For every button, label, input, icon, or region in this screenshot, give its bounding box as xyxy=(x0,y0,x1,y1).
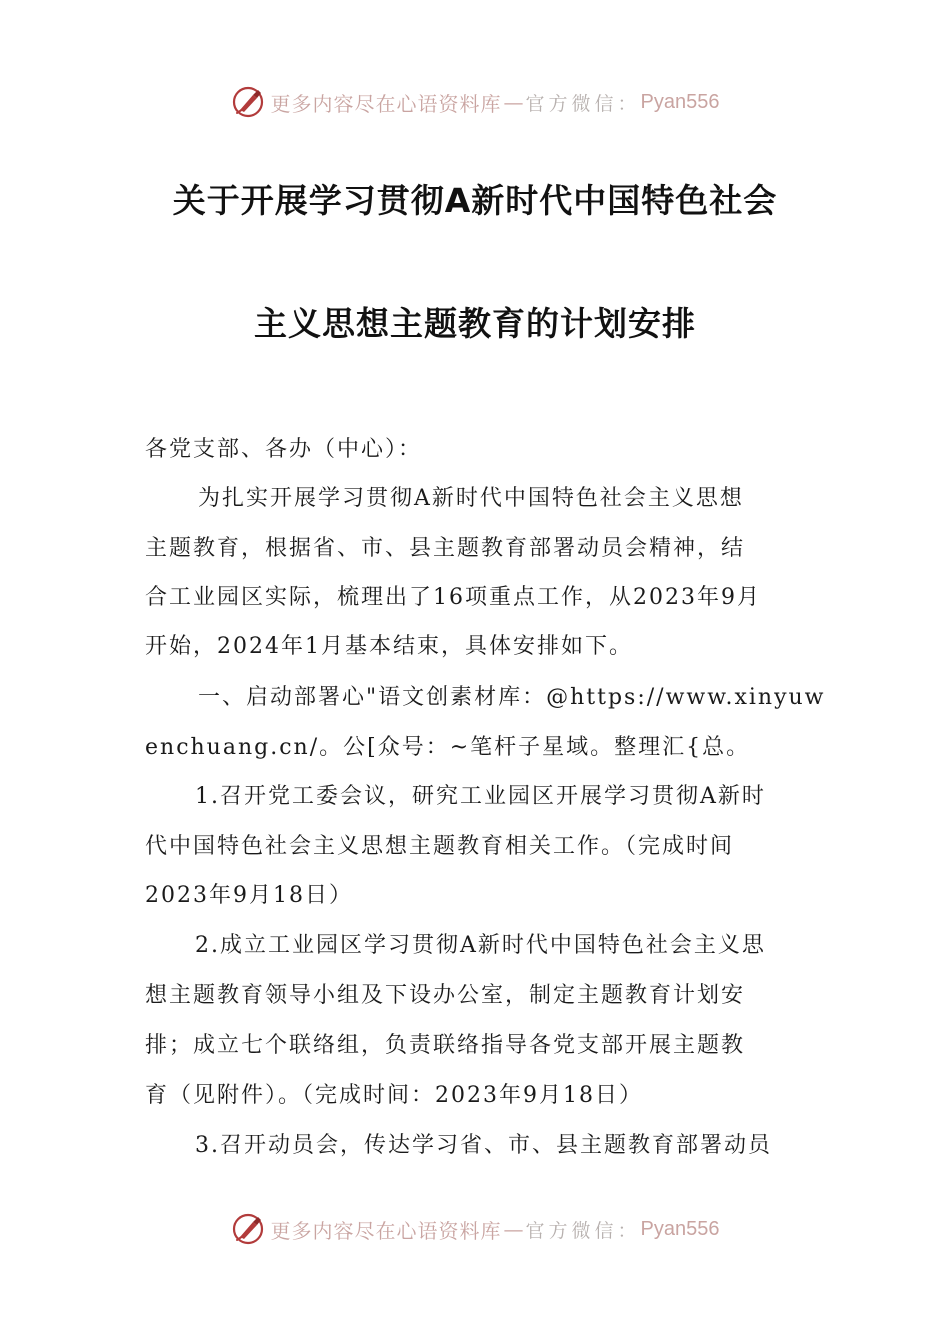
list-item-line: 育（见附件）。（完成时间：2023年9月18日） xyxy=(145,1083,643,1108)
paragraph-line: 为扎实开展学习贯彻A新时代中国特色社会主义思想 xyxy=(198,486,744,511)
pen-logo-icon xyxy=(231,1212,265,1246)
paragraph-line: enchuang.cn/。公[众号：~笔杆子星域。整理汇{总。 xyxy=(145,735,751,760)
banner-label: 官方微信： xyxy=(525,1219,641,1242)
list-item-line: 2.成立工业园区学习贯彻A新时代中国特色社会主义思 xyxy=(195,933,766,958)
document-title-line-2: 主义思想主题教育的计划安排 xyxy=(254,304,696,343)
banner-dash: — xyxy=(503,90,524,114)
banner-label: 官方微信： xyxy=(525,92,641,115)
salutation: 各党支部、各办（中心）： xyxy=(145,437,423,462)
list-item-line: 3.召开动员会，传达学习省、市、县主题教育部署动员 xyxy=(195,1133,772,1158)
banner-dash: — xyxy=(503,1217,524,1241)
list-item-line: 2023年9月18日） xyxy=(145,883,353,908)
paragraph-line: 开始，2024年1月基本结束，具体安排如下。 xyxy=(145,634,633,659)
header-banner xyxy=(0,82,950,122)
list-item-line: 排；成立七个联络组，负责联络指导各党支部开展主题教 xyxy=(145,1033,746,1058)
banner-wechat-id: Pyan556 xyxy=(640,90,720,113)
list-item-line: 代中国特色社会主义思想主题教育相关工作。（完成时间 xyxy=(145,834,735,859)
banner-wechat-id: Pyan556 xyxy=(640,1217,720,1240)
list-item-line: 1.召开党工委会议，研究工业园区开展学习贯彻A新时 xyxy=(195,784,766,809)
document-title-line-1: 关于开展学习贯彻A新时代中国特色社会 xyxy=(172,181,778,220)
banner-text: 更多内容尽在心语资料库 xyxy=(270,91,502,116)
footer-banner xyxy=(0,1209,950,1249)
list-item-line: 想主题教育领导小组及下设办公室，制定主题教育计划安 xyxy=(145,983,746,1008)
section-heading-line: 一、启动部署心"语文创素材库：@https://www.xinyuw xyxy=(198,685,826,710)
paragraph-line: 主题教育，根据省、市、县主题教育部署动员会精神，结 xyxy=(145,536,746,561)
banner-text: 更多内容尽在心语资料库 xyxy=(270,1218,502,1243)
pen-logo-icon xyxy=(231,85,265,119)
paragraph-line: 合工业园区实际，梳理出了16项重点工作，从2023年9月 xyxy=(145,585,761,610)
